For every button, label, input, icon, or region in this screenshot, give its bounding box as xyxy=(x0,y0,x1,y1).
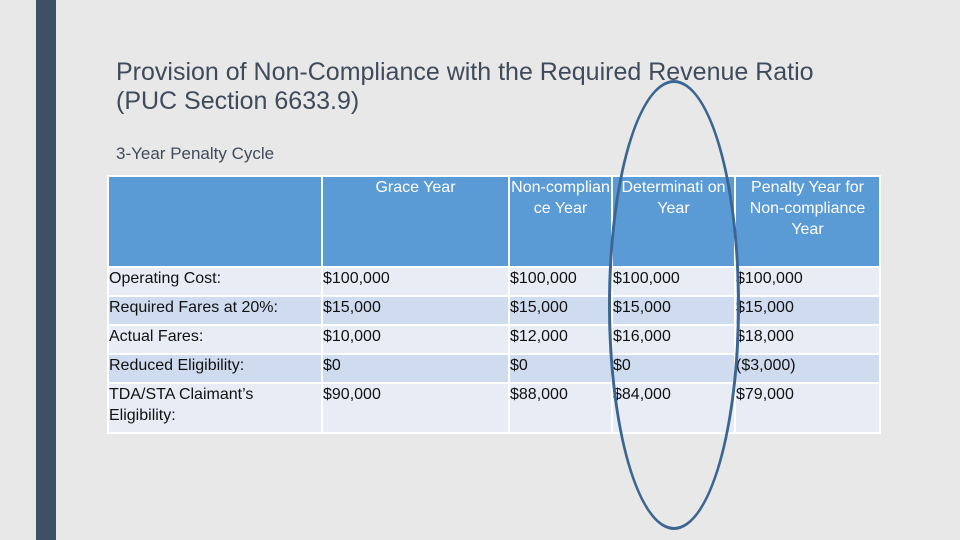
header-cell-label xyxy=(108,176,322,267)
table-header-row xyxy=(108,176,880,267)
table-cell: $100,000 xyxy=(612,267,735,296)
table-cell: $100,000 xyxy=(322,267,509,296)
table-cell: $15,000 xyxy=(612,296,735,325)
table-cell: $15,000 xyxy=(322,296,509,325)
table-cell: $88,000 xyxy=(509,383,612,433)
row-label: Reduced Eligibility: xyxy=(108,354,322,383)
table-cell: $100,000 xyxy=(509,267,612,296)
slide-sidebar-bar xyxy=(36,0,56,540)
table-cell: $0 xyxy=(322,354,509,383)
table-row xyxy=(108,383,880,433)
row-label: Actual Fares: xyxy=(108,325,322,354)
header-cell-penalty-year: Penalty Year for Non-compliance Year xyxy=(735,176,880,267)
header-cell-grace-year: Grace Year xyxy=(322,176,509,267)
row-label: TDA/STA Claimant’s Eligibility: xyxy=(108,383,322,433)
row-label: Operating Cost: xyxy=(108,267,322,296)
table-row xyxy=(108,325,880,354)
penalty-table xyxy=(107,175,881,434)
table-cell: $90,000 xyxy=(322,383,509,433)
table-row xyxy=(108,267,880,296)
table-cell: $100,000 xyxy=(735,267,880,296)
table-cell: ($3,000) xyxy=(735,354,880,383)
header-cell-noncompliance-year: Non-complian ce Year xyxy=(509,176,612,267)
row-label: Required Fares at 20%: xyxy=(108,296,322,325)
slide-subtitle: 3-Year Penalty Cycle xyxy=(116,144,275,163)
table-cell: $79,000 xyxy=(735,383,880,433)
table-cell: $0 xyxy=(509,354,612,383)
table-cell: $18,000 xyxy=(735,325,880,354)
table-cell: $10,000 xyxy=(322,325,509,354)
table-cell: $0 xyxy=(612,354,735,383)
table-cell: $84,000 xyxy=(612,383,735,433)
header-cell-determination-year: Determinati on Year xyxy=(612,176,735,267)
table-row xyxy=(108,296,880,325)
table-cell: $15,000 xyxy=(509,296,612,325)
slide-title: Provision of Non-Compliance with the Required Revenue Ratio (PUC Section 6633.9) xyxy=(116,58,814,115)
table-cell: $12,000 xyxy=(509,325,612,354)
table-row xyxy=(108,354,880,383)
table-cell: $15,000 xyxy=(735,296,880,325)
table-cell: $16,000 xyxy=(612,325,735,354)
